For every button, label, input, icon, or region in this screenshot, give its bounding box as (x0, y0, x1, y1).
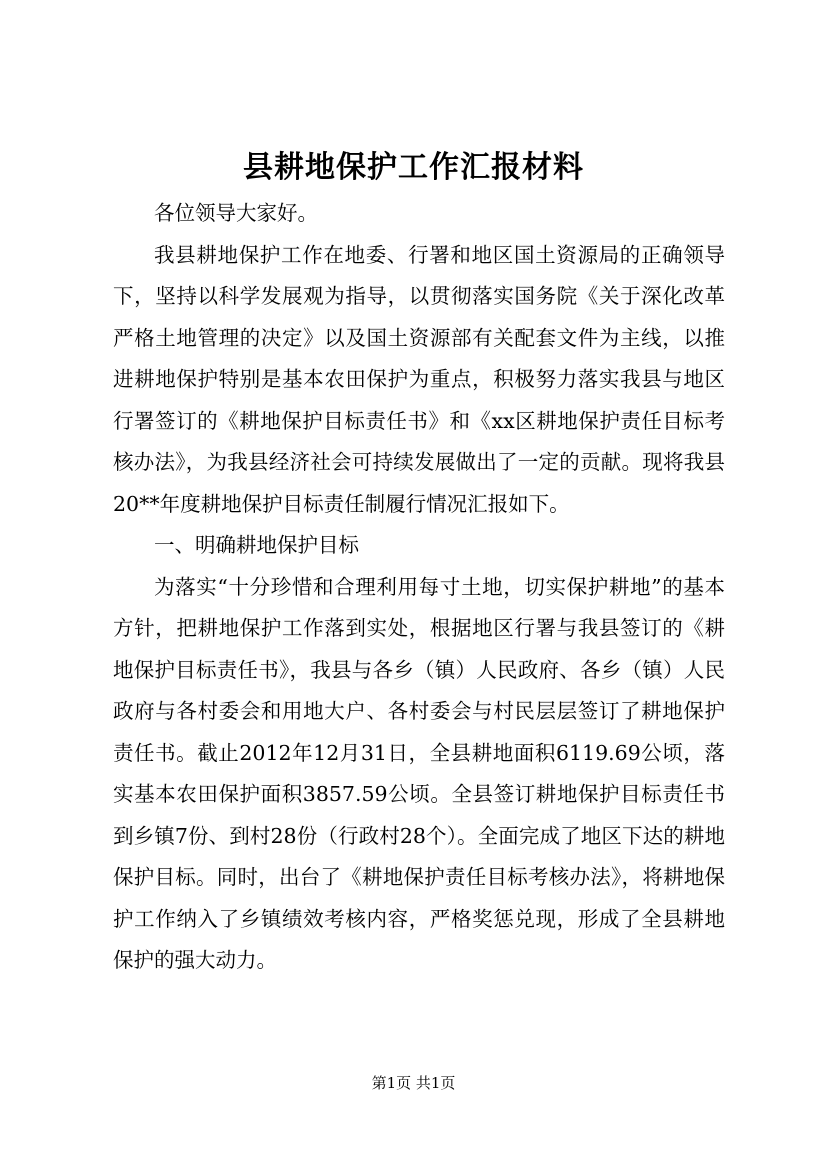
paragraph-section-1: 为落实“十分珍惜和合理利用每寸土地，切实保护耕地”的基本方针，把耕地保护工作落到实处，根据地区行署与我县签订的《耕地保护目标责任书》，我县与各乡（镇）人民政府、各乡（镇）人民政府与各村委会和用地大户、各村委会与村民层层签订了耕地保护责任书。截止2012年12月31日，全县耕地面积6119.69公顷，落实基本农田保护面积3857.59公顷。全县签订耕地保护目标责任书到乡镇7份、到村28份（行政村28个）。全面完成了地区下达的耕地保护目标。同时，出台了《耕地保护责任目标考核办法》，将耕地保护工作纳入了乡镇绩效考核内容，严格奖惩兑现，形成了全县耕地保护的强大动力。 (113, 574, 725, 972)
paragraph-intro: 我县耕地保护工作在地委、行署和地区国土资源局的正确领导下，坚持以科学发展观为指导，以贯彻落实国务院《关于深化改革严格土地管理的决定》以及国土资源部有关配套文件为主线，以推进耕地保护特别是基本农田保护为重点，积极努力落实我县与地区行署签订的《耕地保护目标责任书》和《xx区耕地保护责任目标考核办法》，为我县经济社会可持续发展做出了一定的贡献。现将我县20**年度耕地保护目标责任制履行情况汇报如下。 (113, 242, 725, 516)
document-body (113, 193, 725, 982)
section-heading: 一、明确耕地保护目标 (154, 533, 359, 557)
paragraph-greeting: 各位领导大家好。 (154, 201, 318, 225)
document-title: 县耕地保护工作汇报材料 (243, 150, 584, 185)
page-footer: 第1页 共1页 (371, 1074, 456, 1092)
